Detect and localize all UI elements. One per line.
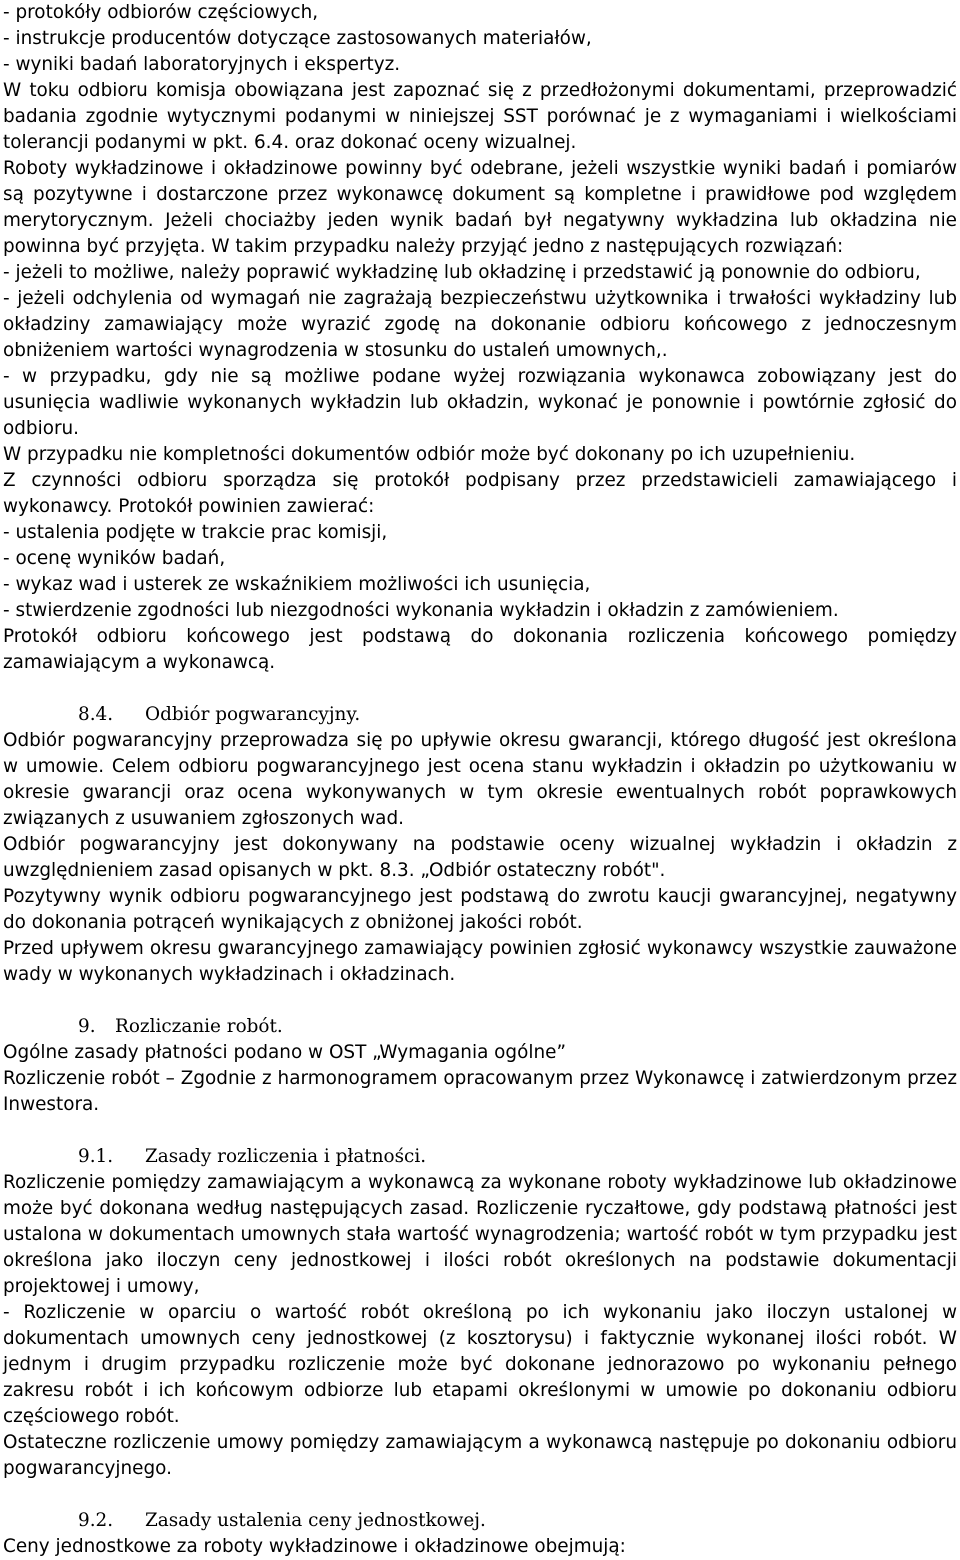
paragraph: Ogólne zasady płatności podano w OST „Wymagania ogólne” — [3, 1042, 566, 1063]
section-title: Zasady rozliczenia i płatności. — [145, 1146, 427, 1167]
section-number: 9. — [78, 1016, 96, 1037]
paragraph-settlement-basis: Protokół odbioru końcowego jest podstawą do dokonania rozliczenia końcowego pomiędzy zamawiającym a wykonawcą. — [3, 626, 957, 673]
section-number: 9.2. — [78, 1510, 114, 1531]
paragraph-acceptance-criteria: Roboty wykładzinowe i okładzinowe powinny być odebrane, jeżeli wszystkie wyniki badań i pomiarów są pozytywne i dostarczone przez wykonawcę dokument są kompletne i prawidłowe pod względem merytorycznym. Jeżeli chociażby jeden wynik badań był negatywny wykładzina lub okładzina nie powinna być przyjęta. W takim przypadku należy przyjąć jedno z następujących rozwiązań: — [3, 158, 957, 257]
list-item: - w przypadku, gdy nie są możliwe podane wyżej rozwiązania wykonawca zobowiązany jest do usunięcia wadliwie wykonanych wykładzin lub okładzin, wykonać je ponownie i powtórnie zgłosić do odbioru. — [3, 366, 957, 439]
paragraph: Przed upływem okresu gwarancyjnego zamawiający powinien zgłosić wykonawcy wszystkie zauważone wady w wykonanych wykładzinach i okładzinach. — [3, 938, 957, 985]
list-item: - jeżeli odchylenia od wymagań nie zagrażają bezpieczeństwu użytkownika i trwałości wykładziny lub okładziny zamawiający może wyrazić zgodę na dokonanie odbioru końcowego z jednoczesnym obniżeniem wartości wynagrodzenia w stosunku do ustaleń umownych,. — [3, 288, 957, 361]
list-item: - ocenę wyników badań, — [3, 548, 226, 569]
section-heading-8-4 — [3, 702, 957, 728]
section-number: 9.1. — [78, 1146, 114, 1167]
section-title: Odbiór pogwarancyjny. — [145, 704, 361, 725]
paragraph: Odbiór pogwarancyjny jest dokonywany na podstawie oceny wizualnej wykładzin i okładzin z uwzględnieniem zasad opisanych w pkt. 8.3. „Odbiór ostateczny robót". — [3, 834, 957, 881]
paragraph: - Rozliczenie w oparciu o wartość robót określoną po ich wykonaniu jako iloczyn ustalonej w dokumentach umownych ceny jednostkowej (z kosztorysu) i faktycznie wykonanej ilości robót. W jednym i drugim przypadku rozliczenie może być dokonane jednorazowo po wykonaniu pełnego zakresu robót i ich końcowym odbiorze lub etapami określonymi w umowie po dokonaniu odbioru częściowego robót. — [3, 1302, 957, 1427]
document-page — [3, 0, 957, 1560]
paragraph-commission-duties: W toku odbioru komisja obowiązana jest zapoznać się z przedłożonymi dokumentami, przeprowadzić badania zgodnie wytycznymi podanymi w niniejszej SST porównać je z wymaganiami i wielkościami tolerancji podanymi w pkt. 6.4. oraz dokonać oceny wizualnej. — [3, 80, 957, 153]
spacer — [3, 676, 957, 702]
list-item: - jeżeli to możliwe, należy poprawić wykładzinę lub okładzinę i przedstawić ją ponownie do odbioru, — [3, 262, 921, 283]
section-title: Rozliczanie robót. — [115, 1016, 283, 1037]
paragraph-incomplete-documents: W przypadku nie kompletności dokumentów odbiór może być dokonany po ich uzupełnieniu. — [3, 444, 856, 465]
list-item: - instrukcje producentów dotyczące zastosowanych materiałów, — [3, 28, 592, 49]
list-item: - ustalenia podjęte w trakcie prac komisji, — [3, 522, 388, 543]
section-number: 8.4. — [78, 704, 114, 725]
section-heading-9-2 — [3, 1508, 957, 1534]
section-heading-9-1 — [3, 1144, 957, 1170]
paragraph: Rozliczenie robót – Zgodnie z harmonogramem opracowanym przez Wykonawcę i zatwierdzonym przez Inwestora. — [3, 1068, 957, 1115]
list-item: - wyniki badań laboratoryjnych i ekspertyz. — [3, 54, 401, 75]
list-item: - protokóły odbiorów częściowych, — [3, 2, 319, 23]
paragraph-protocol: Z czynności odbioru sporządza się protokół podpisany przez przedstawicieli zamawiającego i wykonawcy. Protokół powinien zawierać: — [3, 470, 957, 517]
paragraph: Ceny jednostkowe za roboty wykładzinowe i okładzinowe obejmują: — [3, 1536, 626, 1557]
spacer — [3, 1482, 957, 1508]
paragraph: Ostateczne rozliczenie umowy pomiędzy zamawiającym a wykonawcą następuje po dokonaniu odbioru pogwarancyjnego. — [3, 1432, 957, 1479]
list-item: - wykaz wad i usterek ze wskaźnikiem możliwości ich usunięcia, — [3, 574, 591, 595]
section-heading-9 — [3, 1014, 957, 1040]
spacer — [3, 988, 957, 1014]
paragraph: Pozytywny wynik odbioru pogwarancyjnego jest podstawą do zwrotu kaucji gwarancyjnej, negatywny do dokonania potrąceń wynikających z obniżonej jakości robót. — [3, 886, 957, 933]
spacer — [3, 1118, 957, 1144]
paragraph: Odbiór pogwarancyjny przeprowadza się po upływie okresu gwarancji, którego długość jest określona w umowie. Celem odbioru pogwarancyjnego jest ocena stanu wykładzin i okładzin po użytkowaniu w okresie gwarancji oraz ocena wykonywanych w tym okresie ewentualnych robót poprawkowych związanych z usuwaniem zgłoszonych wad. — [3, 730, 957, 829]
list-item: - stwierdzenie zgodności lub niezgodności wykonania wykładzin i okładzin z zamówieniem. — [3, 600, 839, 621]
paragraph: Rozliczenie pomiędzy zamawiającym a wykonawcą za wykonane roboty wykładzinowe lub okładzinowe może być dokonana według następujących zasad. Rozliczenie ryczałtowe, gdy podstawą płatności jest ustalona w dokumentach umownych stała wartość wynagrodzenia; wartość robót w tym przypadku jest określona jako iloczyn ceny jednostkowej i ilości robót określonych na podstawie dokumentacji projektowej i umowy, — [3, 1172, 957, 1297]
section-title: Zasady ustalenia ceny jednostkowej. — [145, 1510, 486, 1531]
